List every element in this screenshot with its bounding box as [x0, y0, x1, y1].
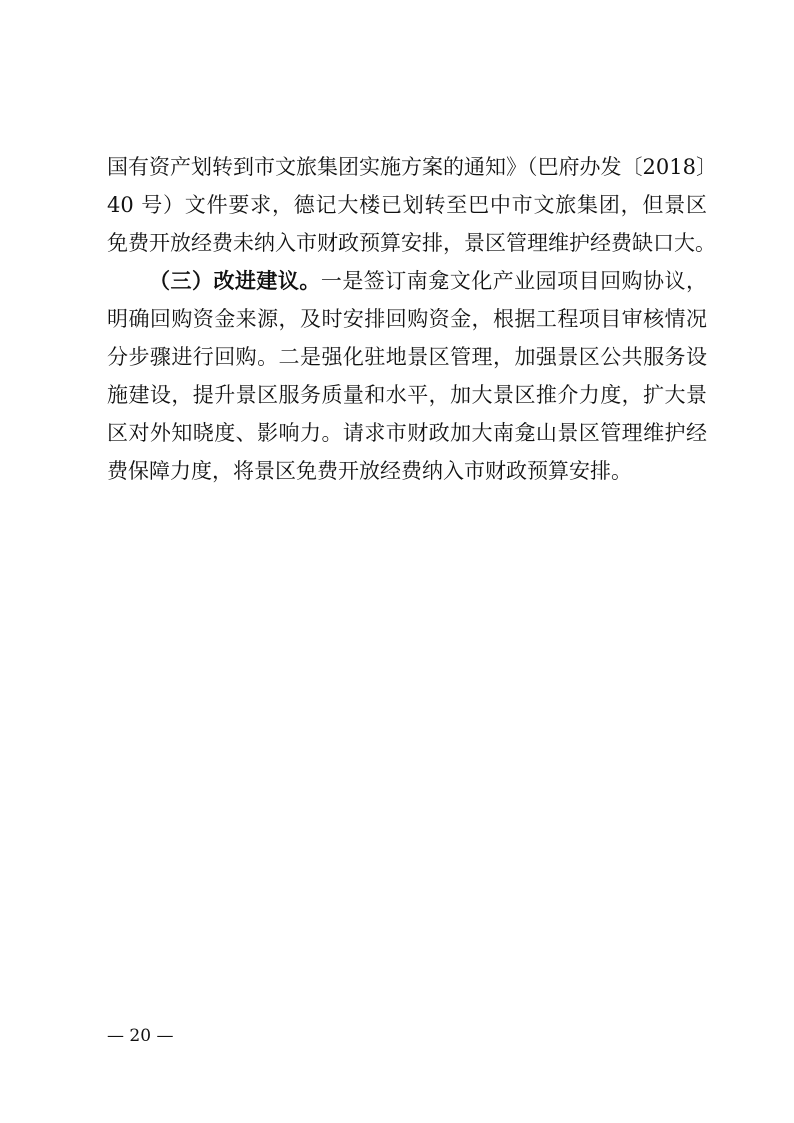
- text-line: 国有资产划转到市文旅集团实施方案的通知》（巴府办发〔2018〕: [107, 155, 717, 179]
- text-line: 分步骤进行回购。二是强化驻地景区管理，加强景区公共服务设: [107, 345, 707, 369]
- section-heading: （三）改进建议。: [149, 268, 321, 293]
- text-line: 费保障力度，将景区免费开放经费纳入市财政预算安排。: [107, 459, 632, 483]
- document-body: [107, 148, 717, 490]
- text-line: 40 号）文件要求，德记大楼已划转至巴中市文旅集团，但景区: [107, 193, 707, 217]
- text-line: 免费开放经费未纳入市财政预算安排，景区管理维护经费缺口大。: [107, 231, 716, 255]
- text-line: 施建设，提升景区服务质量和水平，加大景区推介力度，扩大景: [107, 383, 707, 407]
- page-number: — 20 —: [107, 1026, 174, 1046]
- text-run: 一是签订南龛文化产业园项目回购协议，: [320, 269, 708, 293]
- text-line: 明确回购资金来源，及时安排回购资金，根据工程项目审核情况: [107, 307, 707, 331]
- paragraph-improvement-suggestions: [107, 262, 707, 490]
- text-line: [107, 262, 707, 300]
- paragraph-audit-issue: [107, 148, 717, 262]
- text-line: 区对外知晓度、影响力。请求市财政加大南龛山景区管理维护经: [107, 421, 707, 445]
